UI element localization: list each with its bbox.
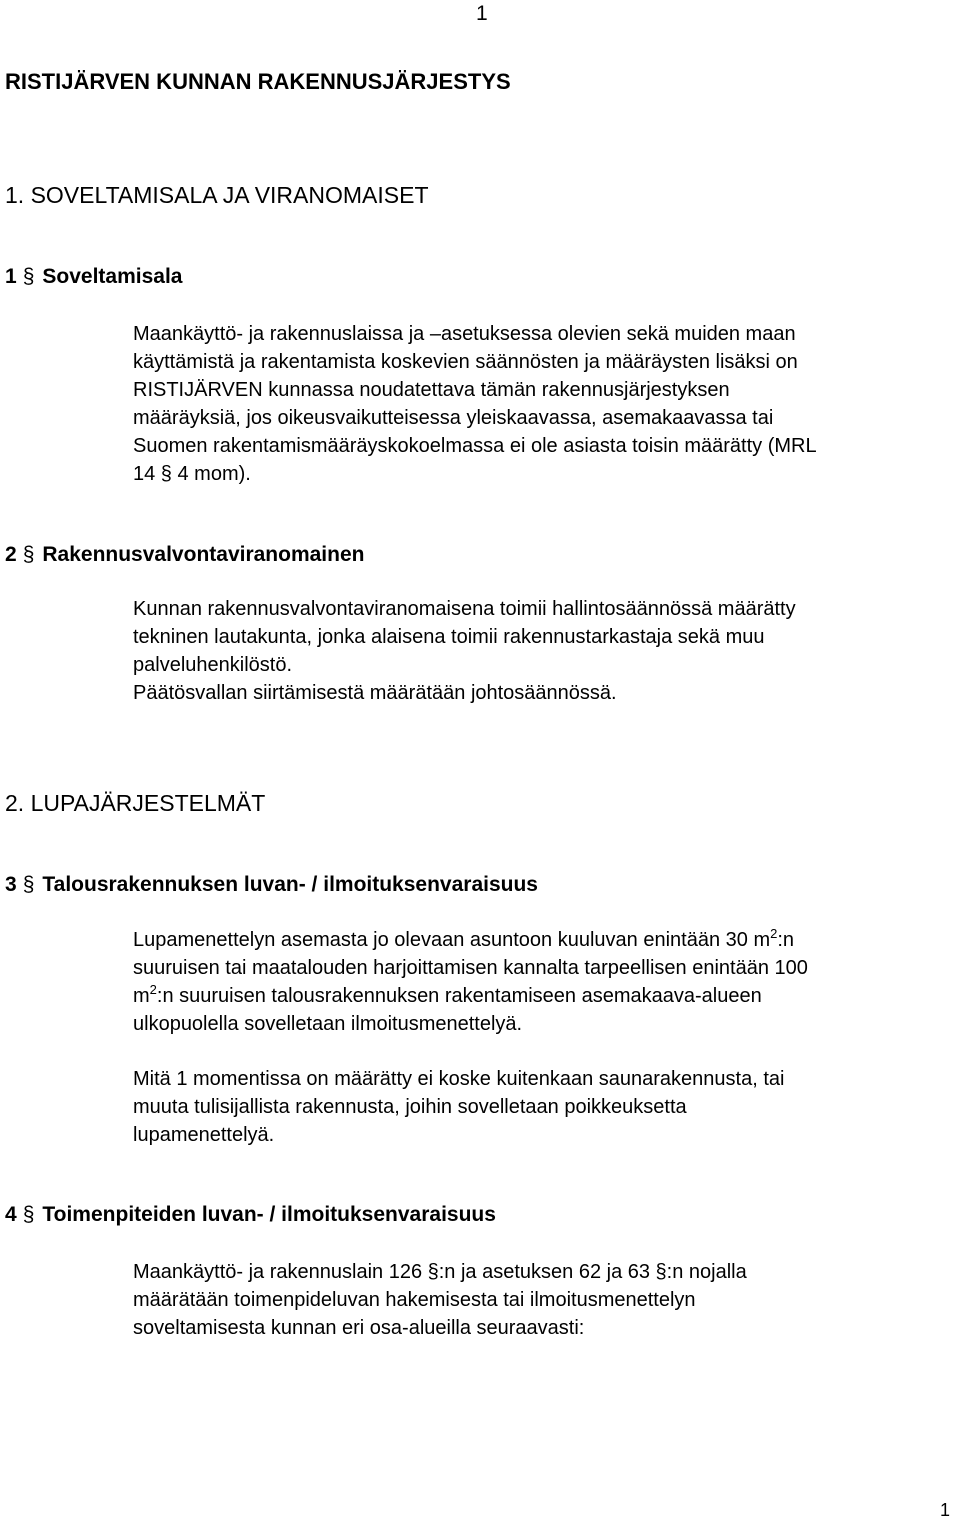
paragraph-line: soveltamisesta kunnan eri osa-alueilla seuraavasti: xyxy=(133,1317,585,1339)
section-number: 4 xyxy=(5,1203,17,1226)
paragraph-line: lupamenettelyä. xyxy=(133,1124,275,1146)
paragraph-line: Suomen rakentamismääräyskokoelmassa ei ole asiasta toisin määrätty (MRL xyxy=(133,435,817,457)
chapter-heading-1: 1. SOVELTAMISALA JA VIRANOMAISET xyxy=(5,182,429,208)
section-title: Soveltamisala xyxy=(42,265,183,288)
section-number: 2 xyxy=(5,543,17,566)
paragraph-line: määräyksiä, jos oikeusvaikutteisessa yleiskaavassa, asemakaavassa tai xyxy=(133,407,774,429)
section-title: Rakennusvalvontaviranomainen xyxy=(42,543,365,566)
section-sign: § xyxy=(22,543,35,566)
section-3-paragraph-2 xyxy=(133,1065,953,1149)
text-run: Lupamenettelyn asemasta jo olevaan asuntoon kuuluvan enintään 30 m xyxy=(133,929,771,951)
paragraph-line: Kunnan rakennusvalvontaviranomaisena toimii hallintosäännössä määrätty xyxy=(133,598,796,620)
paragraph-line xyxy=(133,926,953,954)
section-2-paragraph xyxy=(133,595,953,707)
section-title: Toimenpiteiden luvan- / ilmoituksenvaraisuus xyxy=(42,1203,496,1226)
section-number: 3 xyxy=(5,873,17,896)
paragraph-line: Maankäyttö- ja rakennuslaissa ja –asetuksessa olevien sekä muiden maan xyxy=(133,323,796,345)
paragraph-line: muuta tulisijallista rakennusta, joihin sovelletaan poikkeuksetta xyxy=(133,1096,687,1118)
section-title: Talousrakennuksen luvan- / ilmoituksenvaraisuus xyxy=(42,873,538,896)
page-number-top: 1 xyxy=(476,2,488,25)
section-sign: § xyxy=(22,1203,35,1226)
text-run: m xyxy=(133,985,150,1007)
paragraph-line: määrätään toimenpideluvan hakemisesta tai ilmoitusmenettelyn xyxy=(133,1289,696,1311)
chapter-heading-2: 2. LUPAJÄRJESTELMÄT xyxy=(5,790,266,816)
section-1-paragraph xyxy=(133,320,953,488)
section-3-paragraph-1 xyxy=(133,926,953,1038)
section-sign: § xyxy=(22,265,35,288)
paragraph-line: tekninen lautakunta, jonka alaisena toimii rakennustarkastaja sekä muu xyxy=(133,626,765,648)
superscript: 2 xyxy=(770,926,778,941)
superscript: 2 xyxy=(149,982,157,997)
paragraph-line: suuruisen tai maatalouden harjoittamisen kannalta tarpeellisen enintään 100 xyxy=(133,957,808,979)
document-title: RISTIJÄRVEN KUNNAN RAKENNUSJÄRJESTYS xyxy=(5,69,511,94)
section-sign: § xyxy=(22,873,35,896)
page-number-bottom: 1 xyxy=(940,1500,951,1520)
text-run: :n xyxy=(777,929,795,951)
section-heading-2 xyxy=(5,543,364,567)
paragraph-line xyxy=(133,982,953,1010)
paragraph-line: 14 § 4 mom). xyxy=(133,463,251,485)
section-heading-3 xyxy=(5,873,538,897)
section-heading-1 xyxy=(5,265,182,289)
paragraph-line: käyttämistä ja rakentamista koskevien säännösten ja määräysten lisäksi on xyxy=(133,351,798,373)
paragraph-line: Päätösvallan siirtämisestä määrätään johtosäännössä. xyxy=(133,682,617,704)
paragraph-line: Maankäyttö- ja rakennuslain 126 §:n ja asetuksen 62 ja 63 §:n nojalla xyxy=(133,1261,747,1283)
paragraph-line: palveluhenkilöstö. xyxy=(133,654,292,676)
paragraph-line: ulkopuolella sovelletaan ilmoitusmenettelyä. xyxy=(133,1013,523,1035)
text-run: :n suuruisen talousrakennuksen rakentamiseen asemakaava-alueen xyxy=(156,985,762,1007)
section-heading-4 xyxy=(5,1203,496,1227)
paragraph-line: RISTIJÄRVEN kunnassa noudatettava tämän rakennusjärjestyksen xyxy=(133,379,730,401)
section-4-paragraph xyxy=(133,1258,953,1342)
paragraph-line: Mitä 1 momentissa on määrätty ei koske kuitenkaan saunarakennusta, tai xyxy=(133,1068,785,1090)
section-number: 1 xyxy=(5,265,17,288)
